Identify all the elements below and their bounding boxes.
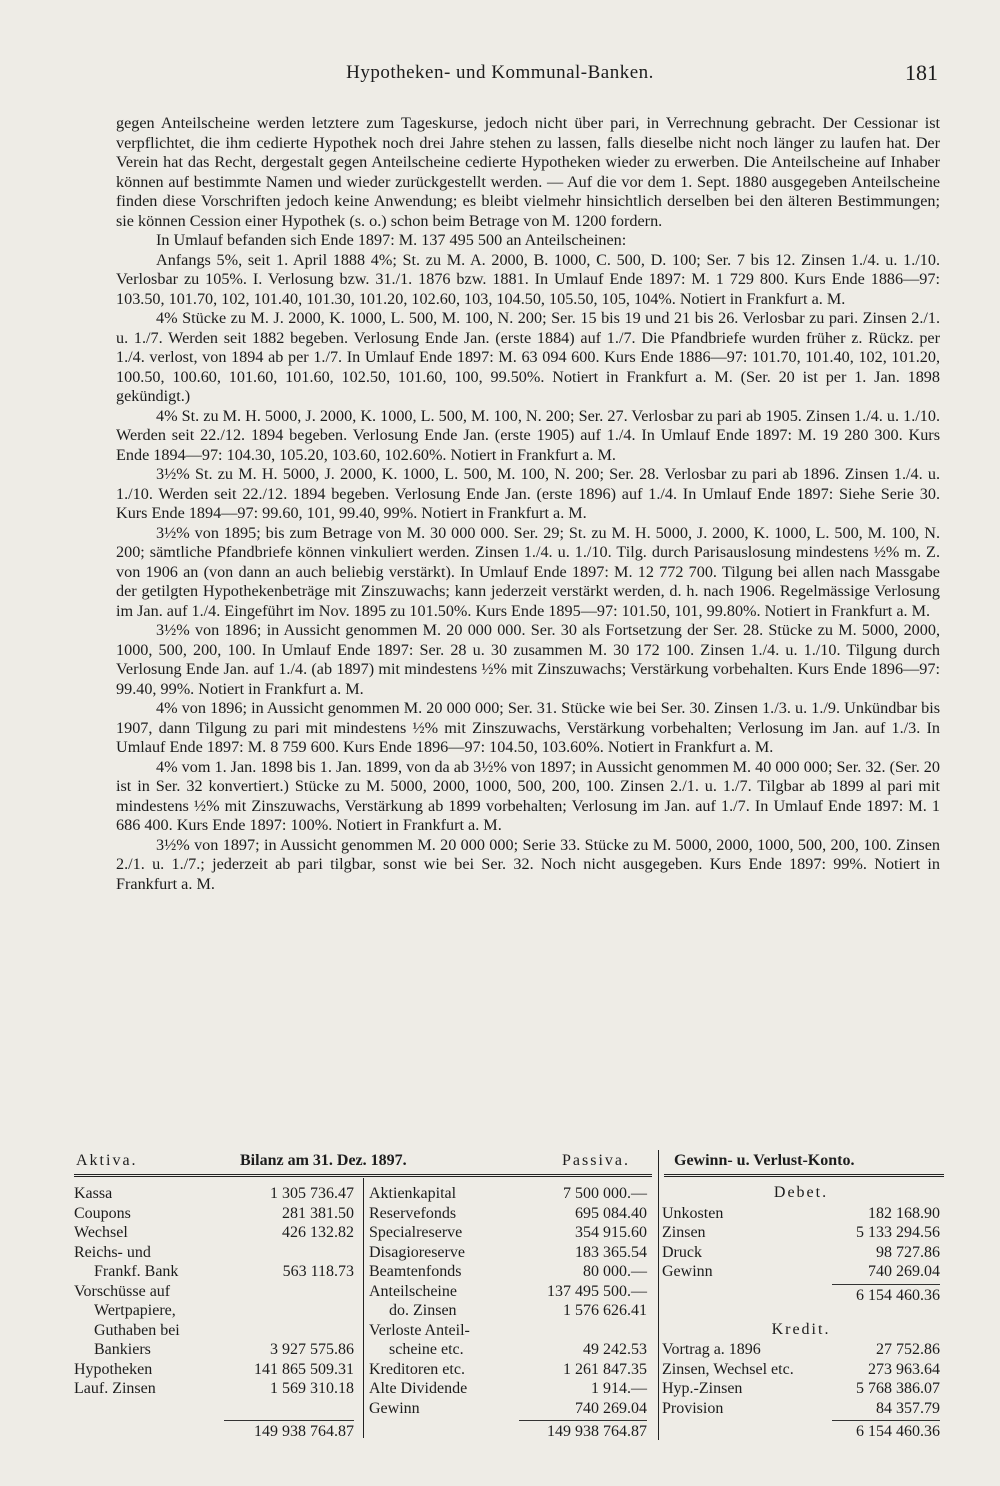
table-row [662,1340,940,1359]
table-row [369,1243,647,1262]
row-value: 273 963.64 [868,1360,940,1378]
table-row [74,1262,354,1281]
row-label: Bankiers [94,1341,151,1358]
table-row [369,1301,647,1320]
paragraph: 3½% von 1897; in Aussicht genommen M. 20 000 000; Serie 33. Stücke zu M. 5000, 2000, 1000, 500, 200, 100. Zinsen 2./1. u. 1./7.; jederzeit ab pari tilgbar, sonst wie bei Ser. 32. Noch nicht ausgegeben. Kurs Ende 1897: 99%. Notiert in Frankfurt a. M. [116,835,940,893]
table-row [74,1340,354,1359]
row-label: Vorschüsse auf [74,1282,171,1300]
table-row [369,1282,647,1301]
row-value: 740 269.04 [868,1263,940,1280]
row-value: 98 727.86 [876,1243,940,1261]
row-label: Verloste Anteil- [369,1321,470,1339]
row-label: Hypotheken [74,1360,153,1378]
table-row [662,1399,940,1418]
sum-rule [519,1420,647,1421]
row-label: Vortrag a. 1896 [662,1341,761,1358]
total-value: 6 154 460.36 [856,1423,940,1440]
total-row [74,1422,354,1441]
page-header [0,60,1000,90]
sum-rule [224,1420,354,1421]
table-row [662,1379,940,1398]
row-value: 137 495 500.— [547,1282,647,1300]
row-label: Beamtenfonds [369,1263,462,1280]
financial-tables [74,1150,944,1450]
row-value: 27 752.86 [876,1341,940,1358]
total-row [662,1422,940,1441]
page-number: 181 [905,60,938,85]
row-label: Lauf. Zinsen [74,1380,156,1397]
table-row [662,1262,940,1281]
header-rule [664,1174,944,1175]
row-value: 1 914.— [591,1380,647,1397]
row-value: 1 576 626.41 [563,1302,647,1319]
table-row [74,1321,354,1340]
row-value: 740 269.04 [575,1399,647,1417]
table-row [662,1223,940,1242]
row-label: Wertpapiere, [94,1302,176,1319]
total-value: 149 938 764.87 [254,1423,354,1440]
paragraph: 3½% St. zu M. H. 5000, J. 2000, K. 1000, L. 500, M. 100, N. 200; Ser. 28. Verlosbar zu pari ab 1896. Zinsen 1./4. u. 1./10. Werden seit 22./12. 1894 begeben. Verlosung Ende Jan. (erste 1896) auf 1./4. In Umlauf Ende 1897: Siehe Serie 30. Kurs Ende 1894—97: 99.60, 101, 99.40, 99%. Notiert in Frankfurt a. M. [116,465,940,522]
row-value: 183 365.54 [575,1243,647,1261]
table-row [74,1282,354,1301]
paragraph: 4% von 1896; in Aussicht genommen M. 20 000 000; Ser. 31. Stücke wie bei Ser. 30. Zinsen 1./3. u. 1./9. Unkündbar bis 1907, dann Tilgung zu pari mit mindestens ½% mit Zinszuwachs, Verstärkung vorbehalten; Verlosung im Jan. auf 1./3. In Umlauf Ende 1897: M. 8 759 600. Kurs Ende 1896—97: 104.50, 103.60%. Notiert in Frankfurt a. M. [116,699,940,756]
header-rule [74,1176,652,1177]
header-rule [74,1174,652,1175]
row-label: Specialreserve [369,1224,463,1241]
table-row [74,1360,354,1379]
table-row [74,1301,354,1320]
paragraph: 4% Stücke zu M. J. 2000, K. 1000, L. 500, M. 100, N. 200; Ser. 15 bis 19 und 21 bis 26. Verlosbar zu pari. Zinsen 2./1. u. 1./7. Werden seit 1882 begeben. Verlosung Ende Jan. (erste 1884) auf 1./7. Die Pfandbriefe wurden früher z. Rückz. per 1./4. verlost, von 1894 ab per 1./7. In Umlauf Ende 1897: M. 63 094 600. Kurs Ende 1886—97: 101.70, 101.40, 102, 101.20, 100.50, 100.60, 101.60, 101.60, 102.50, 101.60, 100, 99.50%. Notiert in Frankfurt a. M. (Ser. 20 ist per 1. Jan. 1898 gekündigt.) [116,309,940,405]
section-label: Kredit. [771,1320,831,1338]
running-title: Hypotheken- und Kommunal-Banken. [346,62,654,83]
passiva-label: Passiva. [562,1152,630,1169]
header-rule [664,1176,944,1177]
row-value: 5 768 386.07 [856,1380,940,1397]
paragraph: 3½% von 1896; in Aussicht genommen M. 20 000 000. Ser. 30 als Fortsetzung der Ser. 28. Stücke zu M. 5000, 2000, 1000, 500, 200, 100. In Umlauf Ende 1897: Ser. 28 u. 30 zusammen M. 30 172 100. Zinsen 1./4. u. 1./10. Tilgung durch Verlosung Ende Jan. auf 1./4. (ab 1897) mit mindestens ½% mit Zinszuwachs; Verstärkung vorbehalten. Kurs Ende 1896—97: 99.40, 99%. Notiert in Frankfurt a. M. [116,621,940,698]
total-value: 6 154 460.36 [856,1286,940,1304]
table-row [74,1243,354,1262]
row-value: 7 500 000.— [563,1185,647,1202]
table-row [662,1204,940,1223]
paragraph: Anfangs 5%, seit 1. April 1888 4%; St. zu M. A. 2000, B. 1000, C. 500, D. 100; Ser. 7 bis 12. Zinsen 1./4. u. 1./10. Verlosbar zu 105%. I. Verlosung bzw. 31./1. 1876 bzw. 1881. In Umlauf Ende 1897: M. 1 729 800. Kurs Ende 1886—97: 103.50, 101.70, 102, 101.40, 101.30, 101.20, 102.60, 103, 104.50, 105.50, 105, 104%. Notiert in Frankfurt a. M. [116,250,940,308]
row-value: 49 242.53 [583,1341,647,1358]
row-label: Anteilscheine [369,1282,457,1300]
row-value: 1 261 847.35 [563,1360,647,1378]
paragraph: 4% St. zu M. H. 5000, J. 2000, K. 1000, L. 500, M. 100, N. 200; Ser. 27. Verlosbar zu pari ab 1905. Zinsen 1./4. u. 1./10. Werden seit 22./12. 1894 begeben. Verlosung Ende Jan. (erste 1905) auf 1./4. In Umlauf Ende 1897: M. 19 280 300. Kurs Ende 1894—97: 104.30, 105.20, 103.60, 102.60%. Notiert in Frankfurt a. M. [116,406,940,464]
table-row [74,1223,354,1242]
gv-title: Gewinn- u. Verlust-Konto. [674,1152,855,1169]
section-label: Debet. [773,1184,829,1201]
table-row [74,1379,354,1398]
sum-rule [832,1420,940,1421]
column-divider [658,1150,659,1440]
row-label: Provision [662,1399,724,1417]
table-row [369,1223,647,1242]
row-value: 563 118.73 [282,1263,354,1280]
row-value: 426 132.82 [282,1224,354,1241]
table-row [369,1360,647,1379]
table-row [74,1204,354,1223]
row-label: Frankf. Bank [94,1263,179,1280]
row-label: Druck [662,1243,702,1261]
row-value: 80 000.— [583,1263,647,1280]
row-label: Hyp.-Zinsen [662,1380,743,1397]
row-value: 182 168.90 [868,1204,940,1222]
row-label: Kassa [74,1185,113,1202]
table-row [369,1399,647,1418]
row-value: 281 381.50 [282,1204,354,1222]
row-value: 1 305 736.47 [270,1185,354,1202]
row-label: Guthaben bei [94,1321,180,1339]
row-label: Aktienkapital [369,1185,457,1202]
row-label: scheine etc. [389,1341,464,1358]
row-label: Gewinn [369,1399,420,1417]
row-label: Zinsen, Wechsel etc. [662,1360,794,1378]
row-value: 1 569 310.18 [270,1380,354,1397]
paragraph: In Umlauf befanden sich Ende 1897: M. 137 495 500 an Anteilscheinen: [156,231,627,249]
table-row [74,1184,354,1203]
body-text [116,114,940,894]
row-label: Zinsen [662,1224,706,1241]
total-row [369,1422,647,1441]
row-label: Alte Dividende [369,1380,468,1397]
row-label: Reservefonds [369,1204,457,1222]
row-label: Coupons [74,1204,131,1222]
row-label: Wechsel [74,1224,128,1241]
row-label: Reichs- und [74,1243,151,1261]
row-label: Disagioreserve [369,1243,465,1261]
total-row [662,1286,940,1305]
row-value: 695 084.40 [575,1204,647,1222]
row-value: 5 133 294.56 [856,1224,940,1241]
total-value: 149 938 764.87 [547,1423,647,1440]
row-value: 141 865 509.31 [254,1360,354,1378]
table-row [369,1262,647,1281]
aktiva-label: Aktiva. [76,1152,138,1169]
row-label: Unkosten [662,1204,724,1222]
table-row [369,1204,647,1223]
table-row [662,1243,940,1262]
table-row [662,1360,940,1379]
sum-rule [832,1284,940,1285]
column-divider [363,1178,364,1438]
paragraph: 3½% von 1895; bis zum Betrage von M. 30 000 000. Ser. 29; St. zu M. H. 5000, J. 2000, K. 1000, L. 500, M. 100, N. 200; sämtliche Pfandbriefe können vinkuliert werden. Zinsen 1./4. u. 1./10. Tilg. durch Parisauslosung mindestens ½% m. Z. von 1906 an (von dann an auch beliebig verstärkt). In Umlauf Ende 1897: M. 12 772 700. Tilgung bei allen nach Massgabe der getilgten Hypothekenbeträge mit Zinszuwachs; kann jederzeit verstärkt werden, d. h. nach 1906. Regelmässige Verlosung im Jan. auf 1./4. Eingeführt im Nov. 1895 zu 101.50%. Kurs Ende 1895—97: 101.50, 101, 99.80%. Notiert in Frankfurt a. M. [116,523,940,620]
row-label: do. Zinsen [389,1302,457,1319]
table-row [369,1321,647,1340]
row-label: Gewinn [662,1263,713,1280]
row-value: 84 357.79 [876,1399,940,1417]
paragraph: 4% vom 1. Jan. 1898 bis 1. Jan. 1899, von da ab 3½% von 1897; in Aussicht genommen M. 40 000 000; Ser. 32. (Ser. 20 ist in Ser. 32 konvertiert.) Stücke zu M. 5000, 2000, 1000, 500, 200, 100. Zinsen 2./1. u. 1./7. Tilgbar ab 1899 al pari mit mindestens ½% mit Zinszuwachs, Verstärkung ab 1899 vorbehalten; Verlosung im Jan. auf 1./7. In Umlauf Ende 1897: M. 1 686 400. Kurs Ende 1897: 100%. Notiert in Frankfurt a. M. [116,757,940,834]
row-value: 3 927 575.86 [270,1341,354,1358]
table-row [369,1184,647,1203]
row-value: 354 915.60 [575,1224,647,1241]
balance-title: Bilanz am 31. Dez. 1897. [240,1152,407,1169]
table-row [369,1340,647,1359]
row-label: Kreditoren etc. [369,1360,465,1378]
table-row [369,1379,647,1398]
paragraph: gegen Anteilscheine werden letztere zum Tageskurse, jedoch nicht über pari, in Verrechnung gebracht. Der Cessionar ist verpflichtet, die ihm cedierte Hypothek noch drei Jahre stehen zu lassen, falls dieselbe nicht noch länger zu laufen hat. Der Verein hat das Recht, dergestalt gegen Anteilscheine cedierte Hypotheken wieder zu erwerben. Die Anteilscheine auf Inhaber können auf bestimmte Namen und wieder zurückgestellt werden. — Auf die vor dem 1. Sept. 1880 ausgegeben Anteilscheine finden diese Vorschriften jedoch keine Anwendung; es bleibt vielmehr hinsichtlich derselben bei den älteren Bestimmungen; sie können Cession einer Hypothek (s. o.) schon beim Betrage von M. 1200 fordern. [116,114,940,230]
